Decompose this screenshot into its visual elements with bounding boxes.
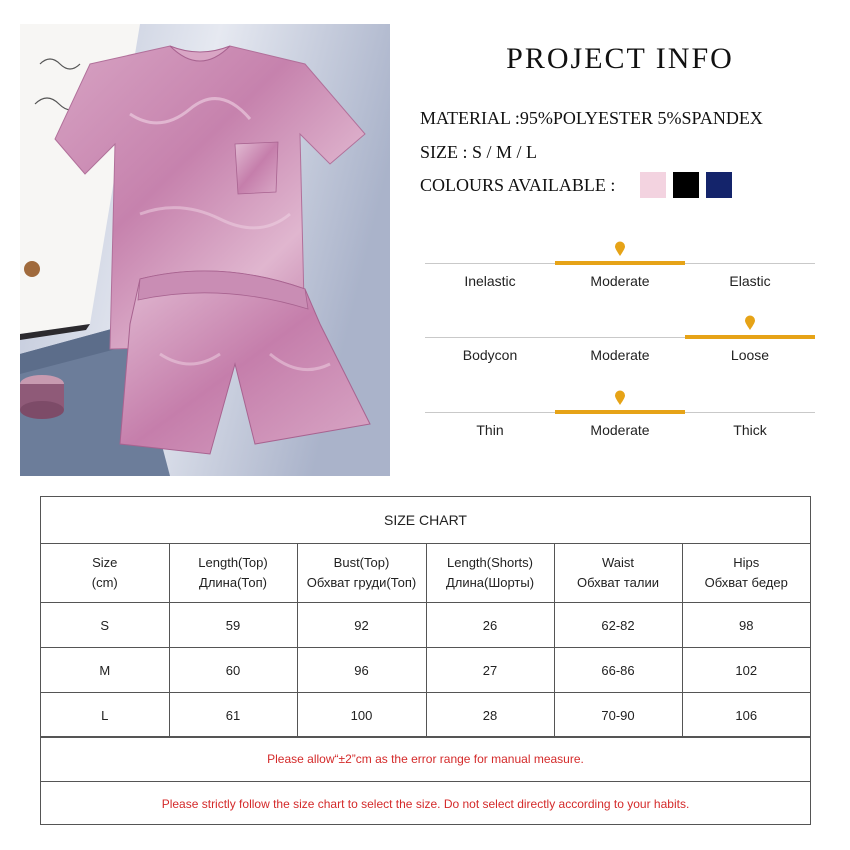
table-row	[41, 648, 810, 693]
table-cell: 100	[297, 693, 426, 738]
table-cell: 106	[682, 693, 810, 738]
size-chart-table	[41, 543, 810, 738]
table-cell: 59	[169, 603, 297, 648]
table-cell: 62-82	[554, 603, 682, 648]
scale-label: Elastic	[729, 273, 771, 289]
table-cell: 26	[426, 603, 554, 648]
size-chart	[40, 496, 811, 825]
column-header: Waist Обхват талии	[554, 543, 682, 603]
table-header-row	[41, 543, 810, 603]
column-header: Size (cm)	[41, 543, 169, 603]
material-text: MATERIAL :95%POLYESTER 5%SPANDEX	[420, 108, 763, 128]
table-cell: M	[41, 648, 169, 693]
location-pin-icon	[614, 241, 626, 257]
table-cell: 27	[426, 648, 554, 693]
table-cell: 102	[682, 648, 810, 693]
scale-label: Moderate	[590, 422, 650, 438]
table-row	[41, 603, 810, 648]
product-photo	[20, 24, 390, 476]
size-chart-title: SIZE CHART	[41, 497, 810, 544]
elasticity-scale	[425, 263, 815, 303]
size-text: SIZE : S / M / L	[420, 142, 538, 162]
colour-swatch-navy	[706, 172, 732, 198]
column-header: Length(Top) Длина(Топ)	[169, 543, 297, 603]
error-range-note: Please allow“±2”cm as the error range for manual measure.	[41, 736, 810, 781]
scale-label: Bodycon	[462, 347, 518, 363]
scale-label: Moderate	[590, 347, 650, 363]
column-header: Length(Shorts) Длина(Шорты)	[426, 543, 554, 603]
scale-highlight	[685, 335, 815, 339]
table-cell: 92	[297, 603, 426, 648]
colour-swatch-pink	[640, 172, 666, 198]
table-cell: L	[41, 693, 169, 738]
table-cell: 70-90	[554, 693, 682, 738]
fit-scale	[425, 337, 815, 377]
scale-label: Thin	[476, 422, 504, 438]
table-cell: 98	[682, 603, 810, 648]
colour-swatch-black	[673, 172, 699, 198]
table-cell: 61	[169, 693, 297, 738]
project-info-title: PROJECT INFO	[506, 42, 734, 75]
scale-highlight	[555, 410, 685, 414]
colours-label: COLOURS AVAILABLE :	[420, 175, 616, 195]
scale-label: Moderate	[590, 273, 650, 289]
table-cell: 28	[426, 693, 554, 738]
location-pin-icon	[614, 390, 626, 406]
table-cell: 66-86	[554, 648, 682, 693]
column-header: Bust(Top) Обхват груди(Топ)	[297, 543, 426, 603]
thickness-scale	[425, 412, 815, 452]
scale-highlight	[555, 261, 685, 265]
scale-label: Loose	[730, 347, 770, 363]
scale-label: Thick	[733, 422, 767, 438]
table-cell: 60	[169, 648, 297, 693]
table-cell: 96	[297, 648, 426, 693]
table-cell: S	[41, 603, 169, 648]
column-header: Hips Обхват бедер	[682, 543, 810, 603]
size-selection-note: Please strictly follow the size chart to select the size. Do not select directly according to your habits.	[41, 781, 810, 826]
scale-label: Inelastic	[464, 273, 516, 289]
table-row	[41, 693, 810, 738]
location-pin-icon	[744, 315, 756, 331]
